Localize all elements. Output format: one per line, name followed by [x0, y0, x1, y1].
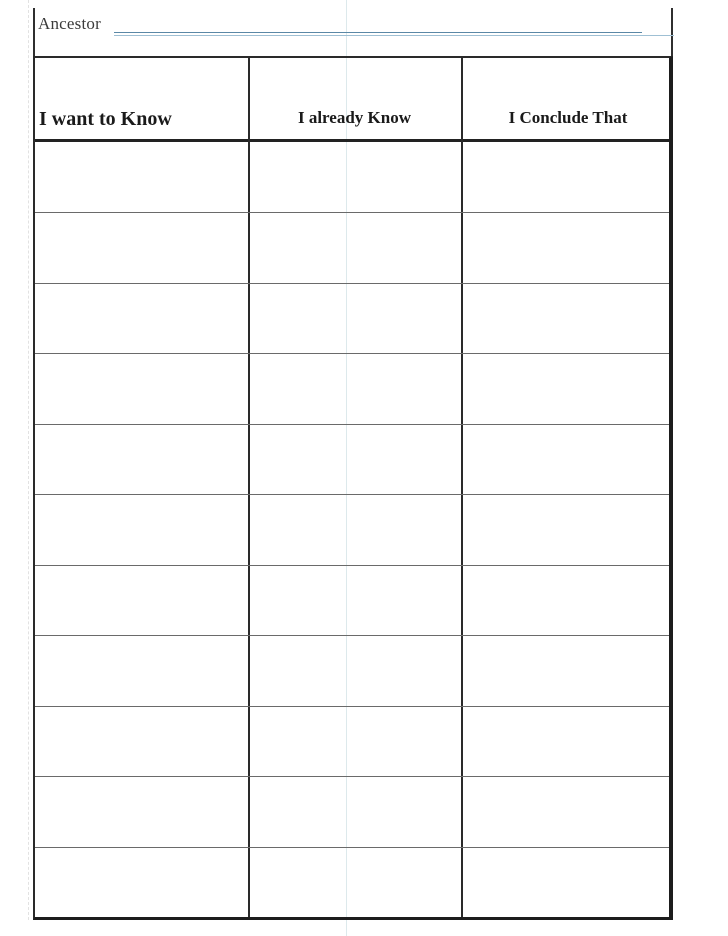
table-cell[interactable]: [250, 776, 461, 846]
table-header-row: [35, 58, 669, 142]
table-cell[interactable]: [250, 424, 461, 494]
table-cell[interactable]: [250, 353, 461, 423]
table-cell[interactable]: [250, 283, 461, 353]
table-cell[interactable]: [463, 776, 669, 846]
table-cell[interactable]: [250, 142, 461, 212]
header-conclude-that: I Conclude That: [508, 108, 628, 127]
header-want-to-know: I want to Know: [39, 108, 172, 130]
table-cell[interactable]: [250, 635, 461, 705]
table-cell[interactable]: [463, 494, 669, 564]
header-already-know: I already Know: [297, 108, 412, 127]
page-edge-line: [28, 0, 29, 920]
table-cell[interactable]: [35, 283, 248, 353]
table-cell[interactable]: [463, 212, 669, 282]
table-cell[interactable]: [35, 847, 248, 917]
table-cell[interactable]: [35, 212, 248, 282]
ancestor-label: Ancestor: [38, 14, 101, 33]
table-cell[interactable]: [35, 565, 248, 635]
table-cell[interactable]: [250, 706, 461, 776]
table-cell[interactable]: [463, 565, 669, 635]
table-cell[interactable]: [463, 706, 669, 776]
ancestor-input-line[interactable]: [114, 32, 642, 33]
table-cell[interactable]: [463, 142, 669, 212]
table-cell[interactable]: [463, 283, 669, 353]
table-cell[interactable]: [250, 212, 461, 282]
table-cell[interactable]: [35, 494, 248, 564]
table-cell[interactable]: [35, 635, 248, 705]
table-cell[interactable]: [463, 353, 669, 423]
table-cell[interactable]: [35, 776, 248, 846]
table-cell[interactable]: [35, 353, 248, 423]
knowledge-table: [33, 56, 673, 920]
table-cell[interactable]: [463, 635, 669, 705]
table-cell[interactable]: [463, 847, 669, 917]
table-cell[interactable]: [463, 424, 669, 494]
table-cell[interactable]: [35, 706, 248, 776]
table-cell[interactable]: [250, 494, 461, 564]
table-cell[interactable]: [250, 565, 461, 635]
table-cell[interactable]: [35, 142, 248, 212]
ancestor-underline: [114, 35, 674, 36]
table-cell[interactable]: [35, 424, 248, 494]
table-cell[interactable]: [250, 847, 461, 917]
